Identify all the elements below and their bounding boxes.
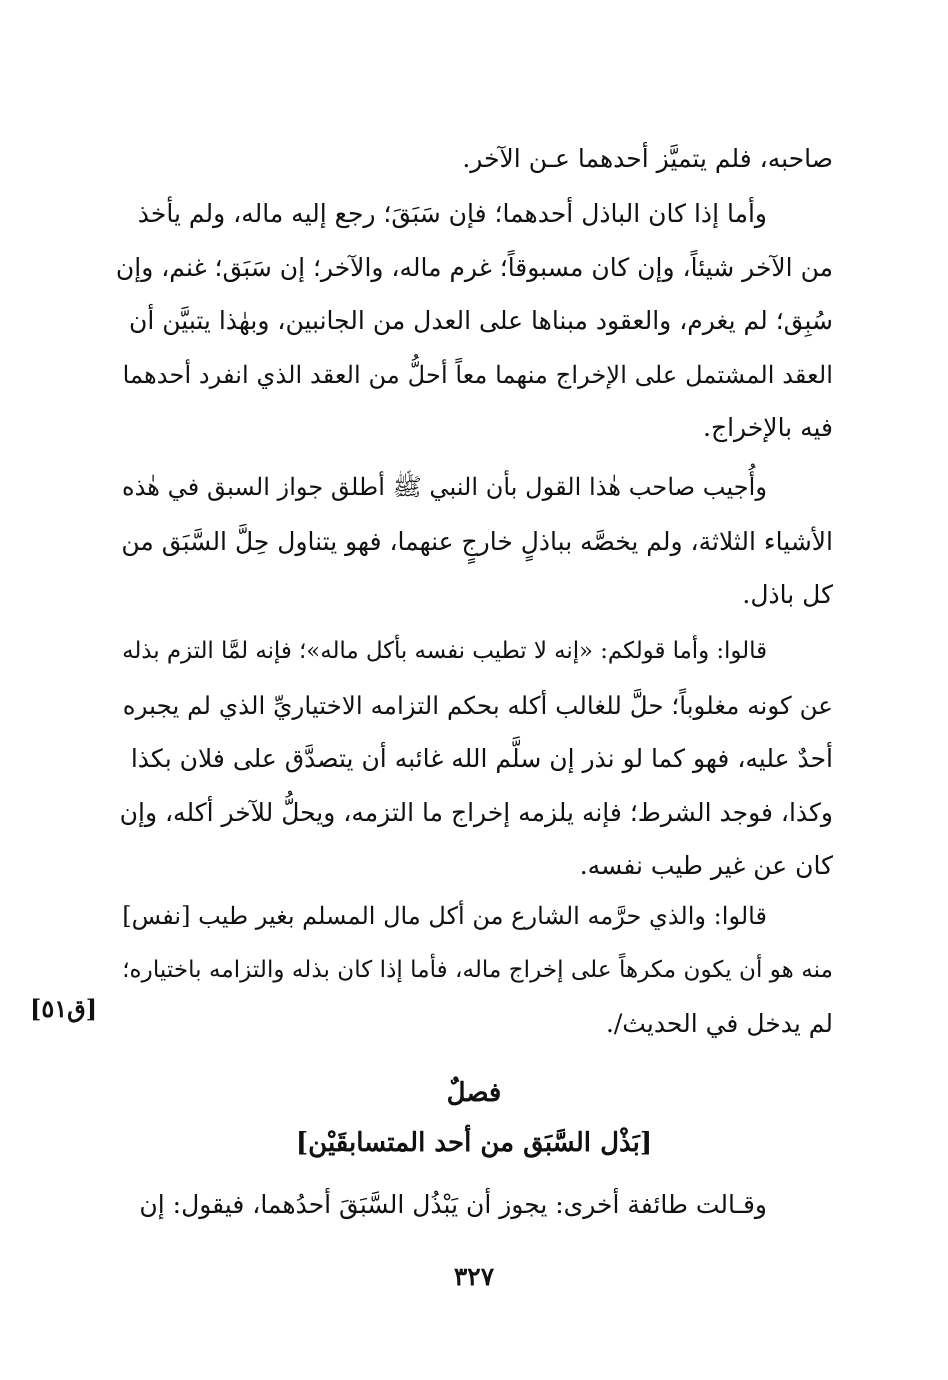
- paragraph: [115, 187, 833, 455]
- text-line: كان عن غير طيب نفسه.: [579, 851, 833, 880]
- text-line: وأما إذا كان الباذل أحدهما؛ فإن سَبَقَ؛ رجع إليه ماله، ولم يأخذ: [137, 199, 767, 228]
- text-line: عن كونه مغلوباً؛ حلَّ للغالب أكله بحكم التزامه الاختياريِّ الذي لم يجبره: [122, 690, 833, 720]
- paragraph: [115, 890, 833, 1051]
- text-line: منه هو أن يكون مكرهاً على إخراج ماله، فأما إذا كان بذله والتزامه باختياره؛: [122, 956, 833, 983]
- text-line: فيه بالإخراج.: [703, 413, 833, 442]
- text-line: وأُجيب صاحب هٰذا القول بأن النبي ﷺ أطلق جواز السبق في هٰذه: [122, 473, 767, 501]
- text-line: كل باذل.: [742, 580, 833, 609]
- section-title: فصلٌ: [446, 1078, 502, 1108]
- paragraph-continuation: [115, 132, 833, 186]
- text-line: سُبِق؛ لم يغرم، والعقود مبناها على العدل من الجانبين، وبهٰذا يتبيَّن أن: [129, 306, 833, 335]
- manuscript-folio-marker: [ق٥١]: [30, 994, 98, 1023]
- text-line: قالوا: وأما قولكم: «إنه لا تطيب نفسه بأكل ماله»؛ فإنه لمَّا التزم بذله: [122, 638, 767, 664]
- paragraph: [115, 461, 833, 622]
- section-opening-line: [115, 1190, 833, 1219]
- text-line: وقـالت طائفة أخرى: يجوز أن يَبْذُل السَّبَقَ أحدُهما، فيقول: إن: [139, 1190, 767, 1219]
- text-line: صاحبه، فلم يتميَّز أحدهما عـن الآخر.: [462, 144, 833, 173]
- section-subtitle: [بَذْل السَّبَق من أحد المتسابقَيْن]: [295, 1128, 653, 1158]
- text-line: العقد المشتمل على الإخراج منهما معاً أحلُّ من العقد الذي انفرد أحدهما: [122, 359, 833, 389]
- text-line: أحدٌ عليه، فهو كما لو نذر إن سلَّم الله غائبه أن يتصدَّق على فلان بكذا: [130, 744, 833, 773]
- text-line: قالوا: والذي حرَّمه الشارع من أكل مال المسلم بغير طيب [نفس]: [122, 902, 767, 930]
- paragraph: [115, 625, 833, 893]
- page-number: ٣٢٧: [453, 1262, 495, 1291]
- text-line: وكذا، فوجد الشرط؛ فإنه يلزمه إخراج ما التزمه، ويحلُّ للآخر أكله، وإن: [119, 797, 833, 827]
- text-line: لم يدخل في الحديث/.: [605, 1009, 833, 1038]
- text-line: من الآخر شيئاً، وإن كان مسبوقاً؛ غرم ماله، والآخر؛ إن سَبَق؛ غنم، وإن: [115, 252, 833, 282]
- text-line: الأشياء الثلاثة، ولم يخصَّه بباذلٍ خارجٍ عنهما، فهو يتناول حِلَّ السَّبَق من: [121, 526, 833, 556]
